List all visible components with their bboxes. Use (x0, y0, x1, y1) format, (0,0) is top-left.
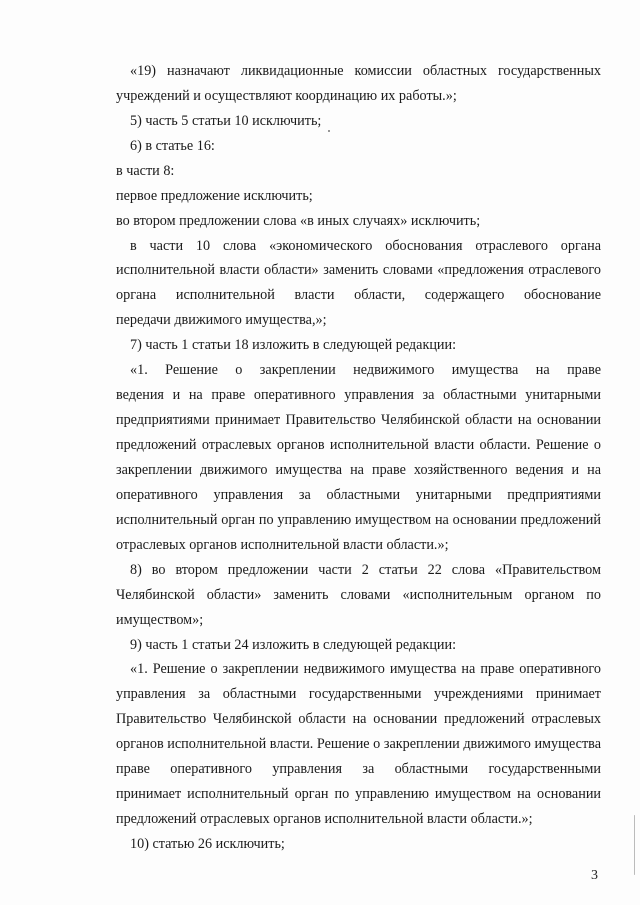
text-line: передачи движимого имущества,»; (116, 312, 327, 328)
text-line: Челябинской области» заменить словами «исполнительным органом по (116, 587, 601, 603)
text-line: «1. Решение о закреплении недвижимого имущества на праве оперативного (130, 661, 601, 677)
text-line: органов исполнительной власти. Решение о закреплении движимого имущества (116, 736, 601, 752)
text-line: в части 10 слова «экономического обоснования отраслевого органа (130, 238, 601, 254)
text-line: 9) часть 1 статьи 24 изложить в следующей редакции: (130, 637, 457, 653)
text-line: 7) часть 1 статьи 18 изложить в следующей редакции: (130, 337, 457, 353)
text-line: 8) во втором предложении части 2 статьи 22 слова «Правительством (130, 562, 601, 578)
text-line: первое предложение исключить; (116, 188, 313, 204)
text-line: имуществом»; (116, 612, 204, 628)
text-line: 5) часть 5 статьи 10 исключить; (130, 113, 322, 129)
text-line: 6) в статье 16: (130, 138, 215, 154)
text-line: 10) статью 26 исключить; (130, 836, 285, 852)
text-line: праве оперативного управления за областными государственными (116, 761, 601, 777)
text-line: учреждений и осуществляют координацию их работы.»; (116, 88, 457, 104)
text-line: в части 8: (116, 163, 175, 179)
text-line: исполнительный орган по управлению имуществом на основании предложений (116, 512, 601, 528)
page-number: 3 (591, 868, 598, 883)
text-line: предприятиями принимает Правительство Челябинской области на основании (116, 412, 601, 428)
text-line: закреплении движимого имущества на праве хозяйственного ведения и на (116, 462, 601, 478)
text-line: оперативного управления за областными унитарными предприятиями (116, 487, 601, 503)
text-line: «1. Решение о закреплении недвижимого имущества на праве (130, 362, 601, 378)
text-line: отраслевых органов исполнительной власти области.»; (116, 537, 449, 553)
text-line: управления за областными государственными учреждениями принимает (116, 686, 601, 702)
text-line: ведения и на праве оперативного управления за областными унитарными (116, 387, 601, 403)
scan-speck (328, 130, 330, 132)
text-line: предложений отраслевых органов исполнительной власти области. Решение о (116, 437, 601, 453)
text-line: исполнительной власти области» заменить словами «предложения отраслевого (116, 262, 601, 278)
text-line: «19) назначают ликвидационные комиссии областных государственных (130, 63, 601, 79)
text-line: Правительство Челябинской области на основании предложений отраслевых (116, 711, 601, 727)
text-line: предложений отраслевых органов исполнительной власти области.»; (116, 811, 533, 827)
text-line: во втором предложении слова «в иных случаях» исключить; (116, 213, 481, 229)
text-line: принимает исполнительный орган по управлению имуществом на основании (116, 786, 601, 802)
text-line: органа исполнительной власти области, содержащего обоснование (116, 287, 601, 303)
scan-edge-mark (634, 815, 635, 875)
